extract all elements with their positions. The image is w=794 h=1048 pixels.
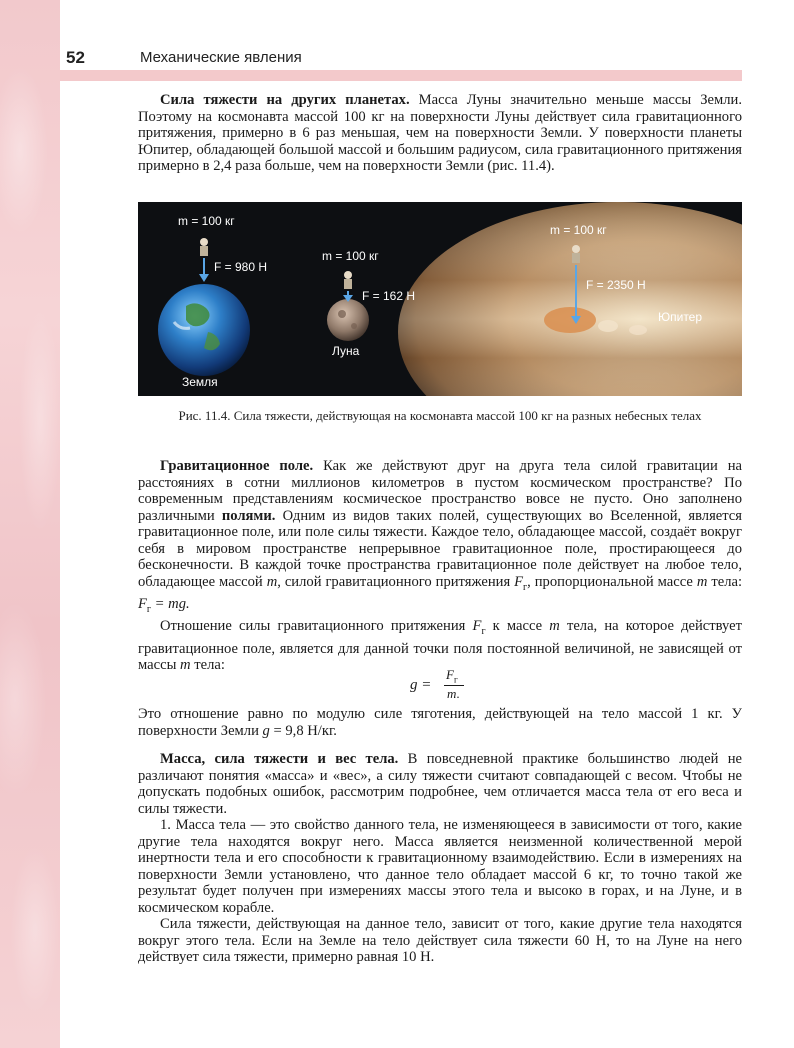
subscript-g: г xyxy=(523,581,528,593)
paragraph-lead: Масса, сила тяжести и вес тела. xyxy=(160,751,399,767)
paragraph-text: = 9,8 Н/кг. xyxy=(269,722,337,739)
paragraph-text: В повседневной практике большинство людей не различают понятия «масса» и «вес», а силу тяжести считают совпадающей с весом. Чтобы не допускать подобных ошибок, рассмотрим подробнее, чем отличается масса тела от его веса и силы тяжести. xyxy=(138,751,742,817)
symbol-m: m xyxy=(696,573,708,590)
paragraph-text: , пропорциональной массе xyxy=(527,573,697,590)
equation-F: F xyxy=(138,595,147,612)
paragraph-lead: Сила тяжести на других планетах. xyxy=(160,92,410,108)
paragraph-gravity-force: Сила тяжести, действующая на данное тело, зависит от того, какие другие тела находятся вокруг этого тела. Если на Земле на тело действует сила тяжести 60 Н, то на Луне на него действует сила тяжести, примерно равная 10 Н. xyxy=(138,916,742,965)
formula-g xyxy=(410,667,500,707)
jupiter-mass-label: m = 100 кг xyxy=(550,223,607,237)
figure-planets xyxy=(138,202,742,396)
paragraph-text: тела: xyxy=(707,573,743,590)
earth-planet xyxy=(158,284,250,376)
symbol-m: m xyxy=(180,657,191,674)
paragraph-mass-property: 1. Масса тела — это свойство данного тела, не изменяющееся в зависимости от того, какие другие тела находятся вокруг него. Масса является неизменной количественной мерой инертности тела и его способности к гравитационному взаимодействию. Если в измерениях на поверхности Земли установлено, что данное тело обладает массой 6 кг, то точно такой же результат будет получен при измерениях массы этого тела и высоко в горах, и на Луне, и в космическом корабле. xyxy=(138,817,742,916)
moon-force-label: F = 162 Н xyxy=(362,289,416,303)
paragraph-text: , силой гравитационного притяжения xyxy=(277,573,515,590)
figure-caption: Рис. 11.4. Сила тяжести, действующая на космонавта массой 100 кг на разных небесных телах xyxy=(178,408,702,423)
planets-illustration xyxy=(138,202,742,396)
formula-lhs: g = xyxy=(410,677,432,693)
astronaut-icon xyxy=(344,271,352,289)
paragraph-text: Как же действуют друг на друга тела силой гравитации на расстояниях в сотни миллионов километров в пустом космическом пространстве? По современным представлениям космическое пространство вовсе не пусто. Оно заполнено различными xyxy=(138,458,742,524)
symbol-g: g xyxy=(262,722,270,739)
subscript-g: г xyxy=(146,603,152,615)
paragraph-text: тела, на которое действует гравитационное поле, является для данной точки поля постоянной величиной, не зависящей от массы xyxy=(138,618,742,674)
paragraph-text: тела: xyxy=(190,657,225,674)
symbol-m: m xyxy=(549,618,560,635)
formula-denominator: m. xyxy=(447,686,460,701)
jupiter-force-label: F = 2350 Н xyxy=(586,278,646,292)
page-number: 52 xyxy=(66,48,85,67)
earth-mass-label: m = 100 кг xyxy=(178,214,235,228)
formula-numerator: $F_г$ xyxy=(446,667,458,685)
moon-name-label: Луна xyxy=(332,344,360,358)
paragraph-ratio xyxy=(138,706,742,739)
astronaut-icon xyxy=(572,245,580,263)
paragraph-lead: Гравитационное поле. xyxy=(160,458,314,474)
jupiter-name-label: Юпитер xyxy=(658,310,703,324)
paragraph-text: Одним из видов таких полей, существующих во Вселенной, является гравитационное поле, или поле силы тяжести. Каждое тело, обладающее массой, создаёт вокруг себя в мировом пространстве непрерывное гравитационное поле, простирающееся до бесконечности. В каждой точке пространства гравитационное поле действует на любое тело, обладающее массой xyxy=(138,507,743,590)
paragraph-text: Масса Луны значительно меньше массы Земли. Поэтому на космонавта массой 100 кг на поверхности Луны действует сила гравитационного притяжения, примерно в 6 раз меньшая, чем на поверхности Земли. У поверхности планеты Юпитер, обладающей большой массой и большим радиусом, сила гравитационного притяжения примерно в 2,4 раза больше, чем на поверхности Земли (рис. 11.4). xyxy=(138,92,742,174)
page-header xyxy=(60,48,742,70)
equation-rest: = mg. xyxy=(151,595,190,612)
paragraph-gravitational-field xyxy=(138,458,742,674)
paragraph-text: Это отношение равно по модулю силе тяготения, действующей на тело массой 1 кг. У поверхности Земли xyxy=(138,706,742,739)
paragraph-text: к массе xyxy=(485,618,550,635)
moon-mass-label: m = 100 кг xyxy=(322,249,379,263)
earth-force-label: F = 980 Н xyxy=(214,260,268,274)
force-arrow-earth xyxy=(199,258,209,282)
symbol-F: F xyxy=(514,573,524,590)
paragraph-mass-weight xyxy=(138,751,742,966)
symbol-F: F xyxy=(472,618,482,635)
section-title: Механические явления xyxy=(140,49,302,66)
paragraph-other-planets xyxy=(138,92,742,175)
term-fields: полями. xyxy=(221,507,276,524)
decorative-margin xyxy=(0,0,60,1048)
moon-planet xyxy=(327,299,369,341)
subscript-g: г xyxy=(481,626,486,638)
header-rule xyxy=(60,70,742,81)
astronaut-icon xyxy=(200,238,208,256)
earth-name-label: Земля xyxy=(182,375,218,389)
symbol-m: m xyxy=(266,573,278,590)
paragraph-text: Отношение силы гравитационного притяжения xyxy=(160,618,473,635)
